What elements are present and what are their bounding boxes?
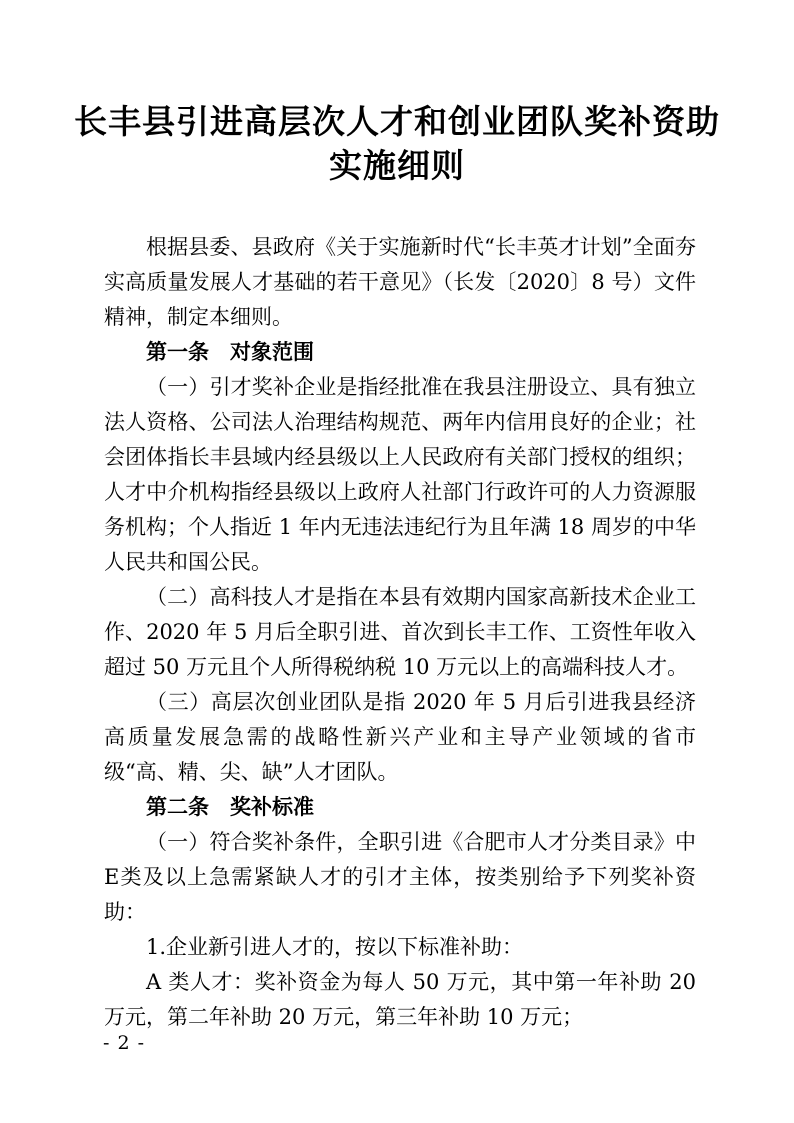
document-title-line-1: 长丰县引进高层次人才和创业团队奖补资助 — [74, 102, 720, 141]
document-title — [0, 100, 794, 188]
paragraph-article1-item1: （一）引才奖补企业是指经批准在我县注册设立、具有独立法人资格、公司法人治理结构规范、两年内信用良好的企业；社会团体指长丰县域内经县级以上人民政府有关部门授权的组织；人才中介机构指经县级以上政府人社部门行政许可的人力资源服务机构；个人指近 1 年内无违法违纪行为且年满 18 周岁的中华人民共和国公民。 — [104, 375, 696, 574]
page-number: - 2 - — [103, 1032, 146, 1054]
paragraph-article1-item2: （二）高科技人才是指在本县有效期内国家高新技术企业工作、2020 年 5 月后全职引进、首次到长丰工作、工资性年收入超过 50 万元且个人所得税纳税 10 万元以上的高端科技人才。 — [104, 585, 696, 679]
paragraph-intro: 根据县委、县政府《关于实施新时代“长丰英才计划”全面夯实高质量发展人才基础的若干意见》（长发〔2020〕8 号）文件精神，制定本细则。 — [104, 235, 696, 329]
heading-article-2-standards: 第二条 奖补标准 — [146, 795, 314, 819]
paragraph-article2-item1: （一）符合奖补条件，全职引进《合肥市人才分类目录》中E类及以上急需紧缺人才的引才主体，按类别给予下列奖补资助： — [104, 830, 696, 924]
document-body — [104, 230, 696, 1035]
paragraph-article2-sub1: 1.企业新引进人才的，按以下标准补助： — [146, 935, 524, 959]
document-title-line-2: 实施细则 — [329, 146, 465, 185]
paragraph-article2-class-a: A 类人才：奖补资金为每人 50 万元，其中第一年补助 20 万元，第二年补助 20 万元，第三年补助 10 万元； — [104, 970, 696, 1029]
paragraph-article1-item3: （三）高层次创业团队是指 2020 年 5 月后引进我县经济高质量发展急需的战略性新兴产业和主导产业领域的省市级“高、精、尖、缺”人才团队。 — [104, 690, 696, 784]
heading-article-1-scope: 第一条 对象范围 — [146, 340, 314, 364]
